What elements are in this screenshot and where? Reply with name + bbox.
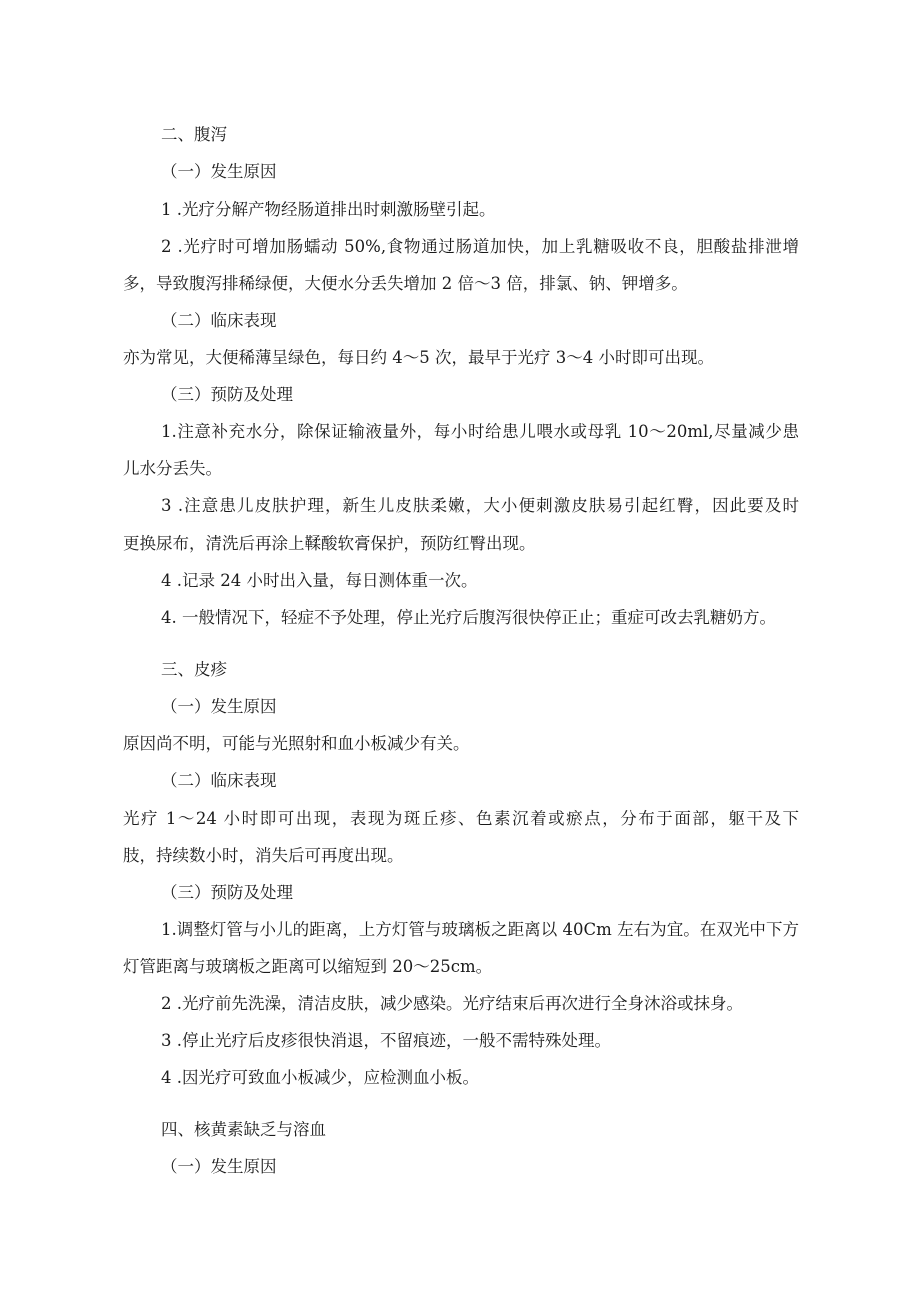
document-page: 二、腹泻 （一）发生原因 1 .光疗分解产物经肠道排出时刺激肠壁引起。 2 .光疗时可增加肠蠕动 50%,食物通过肠道加快，加上乳糖吸收不良，胆酸盐排泄增 多，导致腹泻排稀绿便，大便水分丢失增加 2 倍～3 倍，排氯、钠、钾增多。 （二）临床表现 亦为常见，大便稀薄呈绿色，每日约 4～5 次，最早于光疗 3～4 小时即可出现。 （三）预防及处理 1.注意补充水分，除保证输液量外，每小时给患儿喂水或母乳 10～20ml,尽量减少患 儿水分丢失。 3 .注意患儿皮肤护理，新生儿皮肤柔嫩，大小便刺激皮肤易引起红臀，因此要及时 更换尿布，清洗后再涂上鞣酸软膏保护，预防红臀出现。 4 .记录 24 小时出入量，每日测体重一次。 4. 一般情况下，轻症不予处理，停止光疗后腹泻很快停正止；重症可改去乳糖奶方。 三、皮疹 （一）发生原因 原因尚不明，可能与光照射和血小板减少有关。 （二）临床表现 光疗 1～24 小时即可出现，表现为斑丘疹、色素沉着或瘀点，分布于面部，躯干及下 肢，持续数小时，消失后可再度出现。 （三）预防及处理 1.调整灯管与小儿的距离，上方灯管与玻璃板之距离以 40Cm 左右为宜。在双光中下方 灯管距离与玻璃板之距离可以缩短到 20～25cm。 2 .光疗前先洗澡，清洁皮肤，减少感染。光疗结束后再次进行全身沐浴或抹身。 3 .停止光疗后皮疹很快消退，不留痕迹，一般不需特殊处理。 4 .因光疗可致血小板减少，应检测血小板。 四、核黄素缺乏与溶血 （一）发生原因	[123, 125, 799, 1176]
